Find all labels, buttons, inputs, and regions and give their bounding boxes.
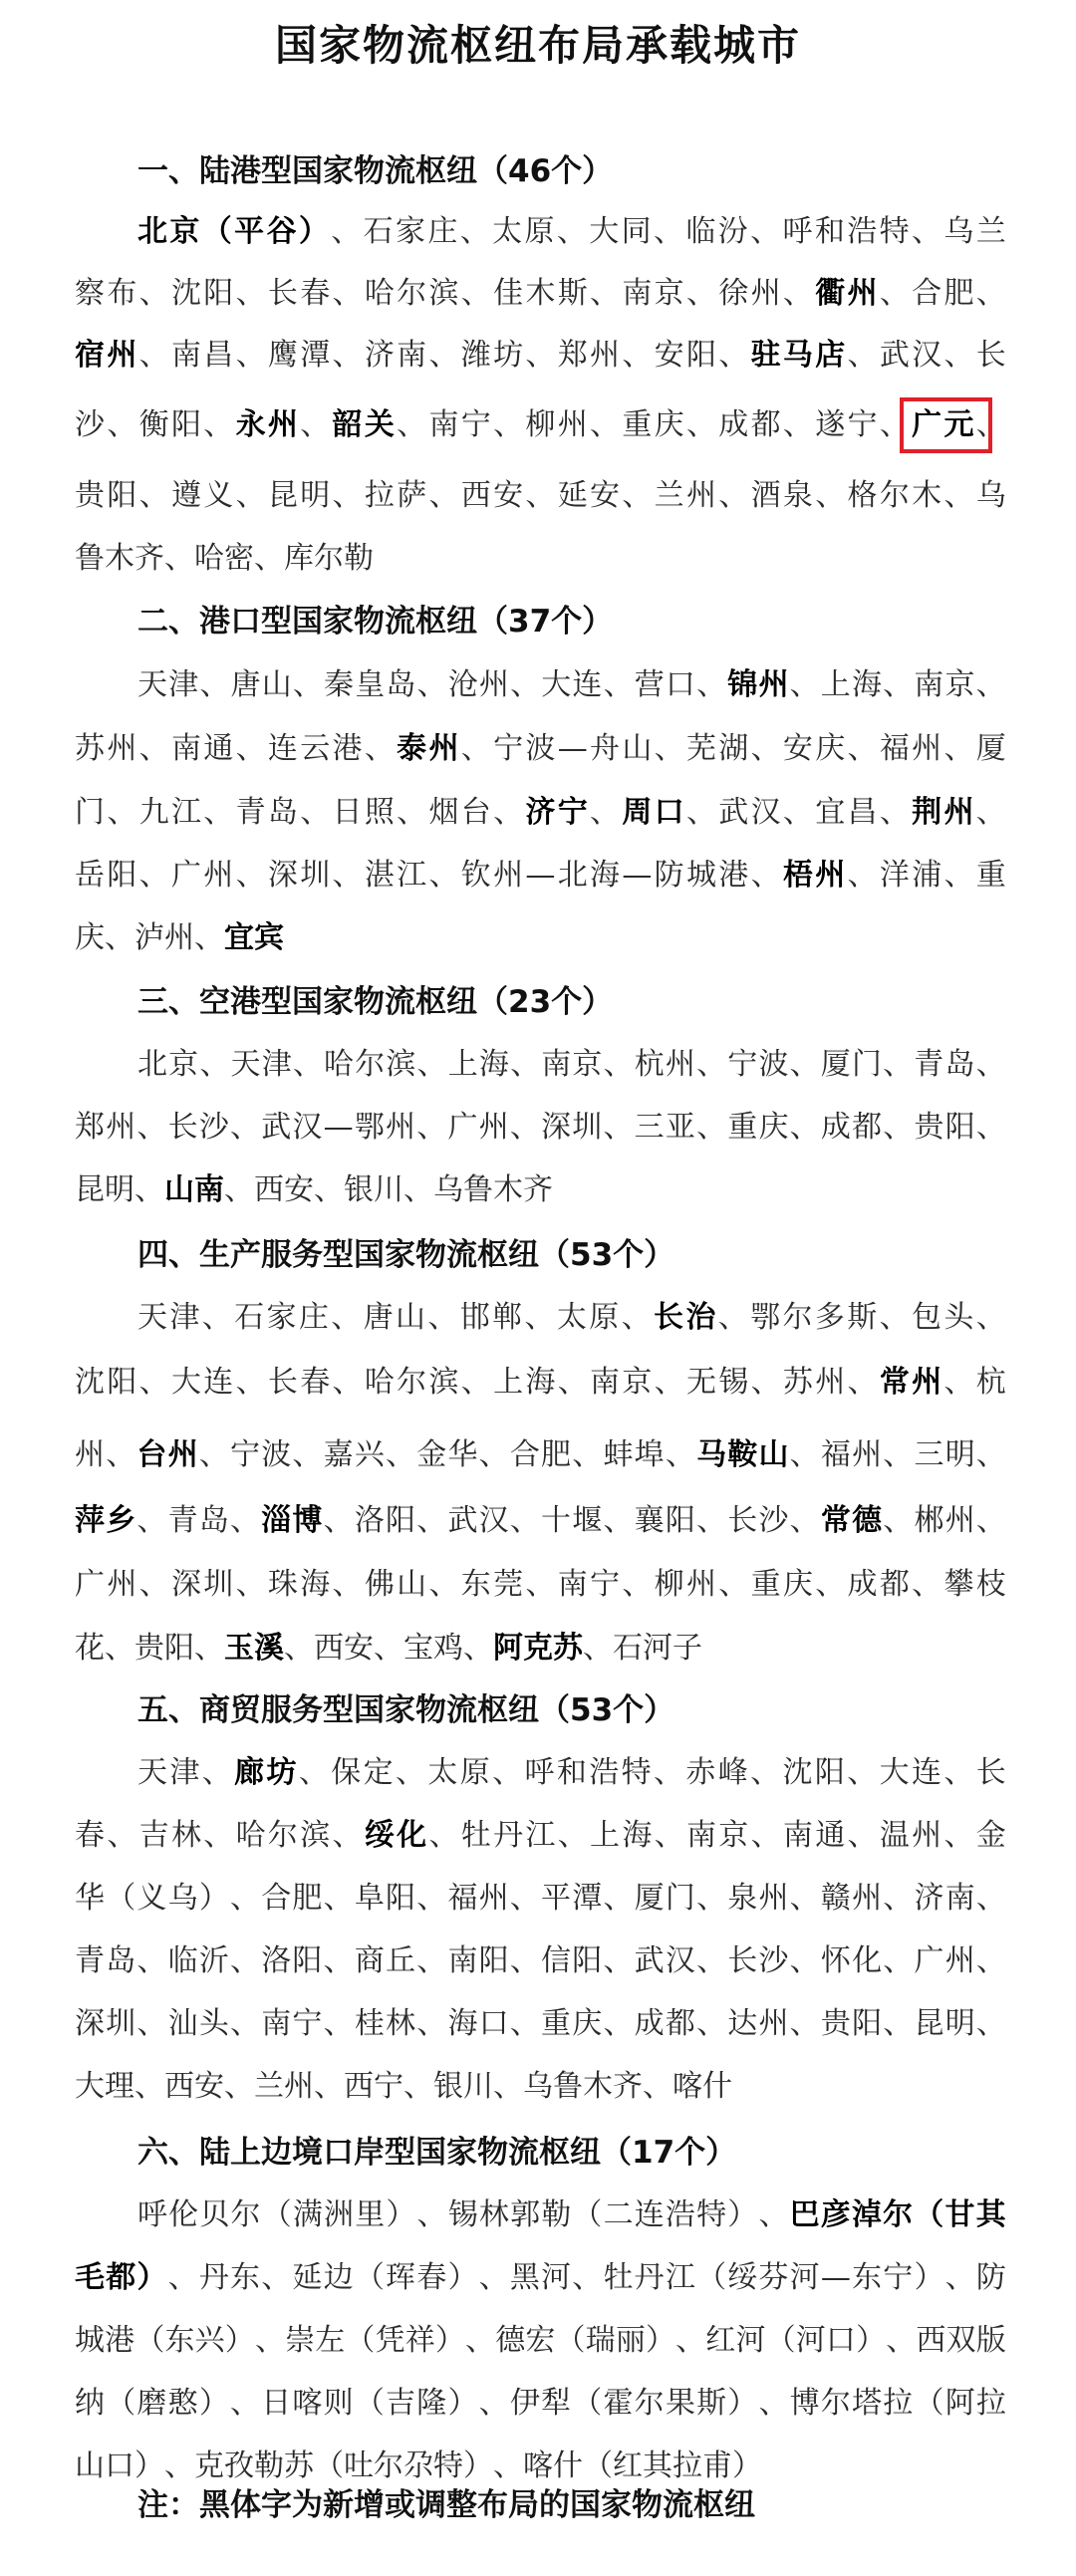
text-line: 察 布 、 沈 阳 、 长 春 、 哈 尔 滨 、 佳 木 斯 、 南 京 、 徐 州 、 衢 州 、 合 肥 、 bbox=[75, 276, 1006, 311]
text-line: 呼 伦 贝 尔 （ 满 洲 里 ） 、 锡 林 郭 勒 （ 二 连 浩 特 ） 、 巴 彦 淖 尔 （ 甘 其 bbox=[137, 2197, 1006, 2232]
text-line: 北 京 （ 平 谷 ） 、 石 家 庄 、 太 原 、 大 同 、 临 汾 、 呼 和 浩 特 、 乌 兰 bbox=[137, 214, 1006, 249]
highlight-box-guangyuan bbox=[900, 397, 992, 453]
text-line: 华 （ 义 乌 ） 、 合 肥 、 阜 阳 、 福 州 、 平 潭 、 厦 门 、 泉 州 、 赣 州 、 济 南 、 bbox=[75, 1881, 1006, 1916]
text-line: 州 、 台 州 、 宁 波 、 嘉 兴 、 金 华 、 合 肥 、 蚌 埠 、 马 鞍 山 、 福 州 、 三 明 、 bbox=[75, 1437, 1006, 1472]
text-line: 山 口 ） 、 克 孜 勒 苏 （ 吐 尔 尕 特 ） 、 喀 什 （ 红 其 拉 甫 ） bbox=[75, 2448, 762, 2483]
text-line: 纳 （ 磨 憨 ） 、 日 喀 则 （ 吉 隆 ） 、 伊 犁 （ 霍 尔 果 斯 ） 、 博 尔 塔 拉 （ 阿 拉 bbox=[75, 2386, 1006, 2421]
footnote: 注：黑体字为新增或调整布局的国家物流枢纽 bbox=[137, 2487, 755, 2523]
section-heading-airport: 三、空港型国家物流枢纽（23个） bbox=[137, 984, 614, 1020]
text-line: 鲁 木 齐 、 哈 密 、 库 尔 勒 bbox=[75, 541, 374, 576]
text-line: 门 、 九 江 、 青 岛 、 日 照 、 烟 台 、 济 宁 、 周 口 、 武 汉 、 宜 昌 、 荆 州 、 bbox=[75, 795, 1006, 830]
text-line: 毛 都 ） 、 丹 东 、 延 边 （ 珲 春 ） 、 黑 河 、 牡 丹 江 （ 绥 芬 河 — 东 宁 ） 、 防 bbox=[75, 2260, 1006, 2295]
text-line: 青 岛 、 临 沂 、 洛 阳 、 商 丘 、 南 阳 、 信 阳 、 武 汉 、 长 沙 、 怀 化 、 广 州 、 bbox=[75, 1943, 1006, 1978]
section-heading-land-border-port: 六、陆上边境口岸型国家物流枢纽（17个） bbox=[137, 2135, 737, 2171]
section-heading-trade-service: 五、商贸服务型国家物流枢纽（53个） bbox=[137, 1692, 675, 1728]
text-line: 岳 阳 、 广 州 、 深 圳 、 湛 江 、 钦 州 — 北 海 — 防 城 港 、 梧 州 、 洋 浦 、 重 bbox=[75, 858, 1006, 893]
text-line: 深 圳 、 汕 头 、 南 宁 、 桂 林 、 海 口 、 重 庆 、 成 都 、 达 州 、 贵 阳 、 昆 明 、 bbox=[75, 2006, 1006, 2041]
text-line: 花 、 贵 阳 、 玉 溪 、 西 安 、 宝 鸡 、 阿 克 苏 、 石 河 子 bbox=[75, 1631, 702, 1666]
text-line: 城 港 （ 东 兴 ） 、 崇 左 （ 凭 祥 ） 、 德 宏 （ 瑞 丽 ） 、 红 河 （ 河 口 ） 、 西 双 版 bbox=[75, 2323, 1006, 2358]
section-heading-seaport: 二、港口型国家物流枢纽（37个） bbox=[137, 604, 614, 640]
text-line: 天 津 、 廊 坊 、 保 定 、 太 原 、 呼 和 浩 特 、 赤 峰 、 沈 阳 、 大 连 、 长 bbox=[137, 1755, 1006, 1790]
text-line: 沈 阳 、 大 连 、 长 春 、 哈 尔 滨 、 上 海 、 南 京 、 无 锡 、 苏 州 、 常 州 、 杭 bbox=[75, 1365, 1006, 1400]
text-line: 天 津 、 石 家 庄 、 唐 山 、 邯 郸 、 太 原 、 长 治 、 鄂 尔 多 斯 、 包 头 、 bbox=[137, 1300, 1006, 1335]
text-line: 北 京 、 天 津 、 哈 尔 滨 、 上 海 、 南 京 、 杭 州 、 宁 波 、 厦 门 、 青 岛 、 bbox=[137, 1047, 1006, 1082]
text-line: 天 津 、 唐 山 、 秦 皇 岛 、 沧 州 、 大 连 、 营 口 、 锦 州 、 上 海 、 南 京 、 bbox=[137, 667, 1006, 702]
text-line: 郑 州 、 长 沙 、 武 汉 — 鄂 州 、 广 州 、 深 圳 、 三 亚 、 重 庆 、 成 都 、 贵 阳 、 bbox=[75, 1110, 1006, 1145]
text-line: 贵 阳 、 遵 义 、 昆 明 、 拉 萨 、 西 安 、 延 安 、 兰 州 、 酒 泉 、 格 尔 木 、 乌 bbox=[75, 478, 1006, 513]
text-line: 萍 乡 、 青 岛 、 淄 博 、 洛 阳 、 武 汉 、 十 堰 、 襄 阳 、 长 沙 、 常 德 、 郴 州 、 bbox=[75, 1503, 1006, 1538]
text-line: 庆 、 泸 州 、 宜 宾 bbox=[75, 920, 284, 955]
text-line: 昆 明 、 山 南 、 西 安 、 银 川 、 乌 鲁 木 齐 bbox=[75, 1172, 553, 1207]
text-line: 广 州 、 深 圳 、 珠 海 、 佛 山 、 东 莞 、 南 宁 、 柳 州 、 重 庆 、 成 都 、 攀 枝 bbox=[75, 1567, 1006, 1602]
page-title: 国家物流枢纽布局承载城市 bbox=[274, 21, 801, 70]
section-heading-land-port: 一、陆港型国家物流枢纽（46个） bbox=[137, 153, 614, 189]
text-line: 春 、 吉 林 、 哈 尔 滨 、 绥 化 、 牡 丹 江 、 上 海 、 南 京 、 南 通 、 温 州 、 金 bbox=[75, 1818, 1006, 1853]
text-line: 苏 州 、 南 通 、 连 云 港 、 泰 州 、 宁 波 — 舟 山 、 芜 湖 、 安 庆 、 福 州 、 厦 bbox=[75, 731, 1006, 766]
text-line: 宿 州 、 南 昌 、 鹰 潭 、 济 南 、 潍 坊 、 郑 州 、 安 阳 、 驻 马 店 、 武 汉 、 长 bbox=[75, 338, 1006, 373]
text-line: 大 理 、 西 安 、 兰 州 、 西 宁 、 银 川 、 乌 鲁 木 齐 、 喀 什 bbox=[75, 2069, 732, 2104]
text-line: 沙 、 衡 阳 、 永 州 、 韶 关 、 南 宁 、 柳 州 、 重 庆 、 成 都 、 遂 宁 、 广 元 、 bbox=[75, 407, 1006, 442]
section-heading-production-service: 四、生产服务型国家物流枢纽（53个） bbox=[137, 1237, 675, 1273]
